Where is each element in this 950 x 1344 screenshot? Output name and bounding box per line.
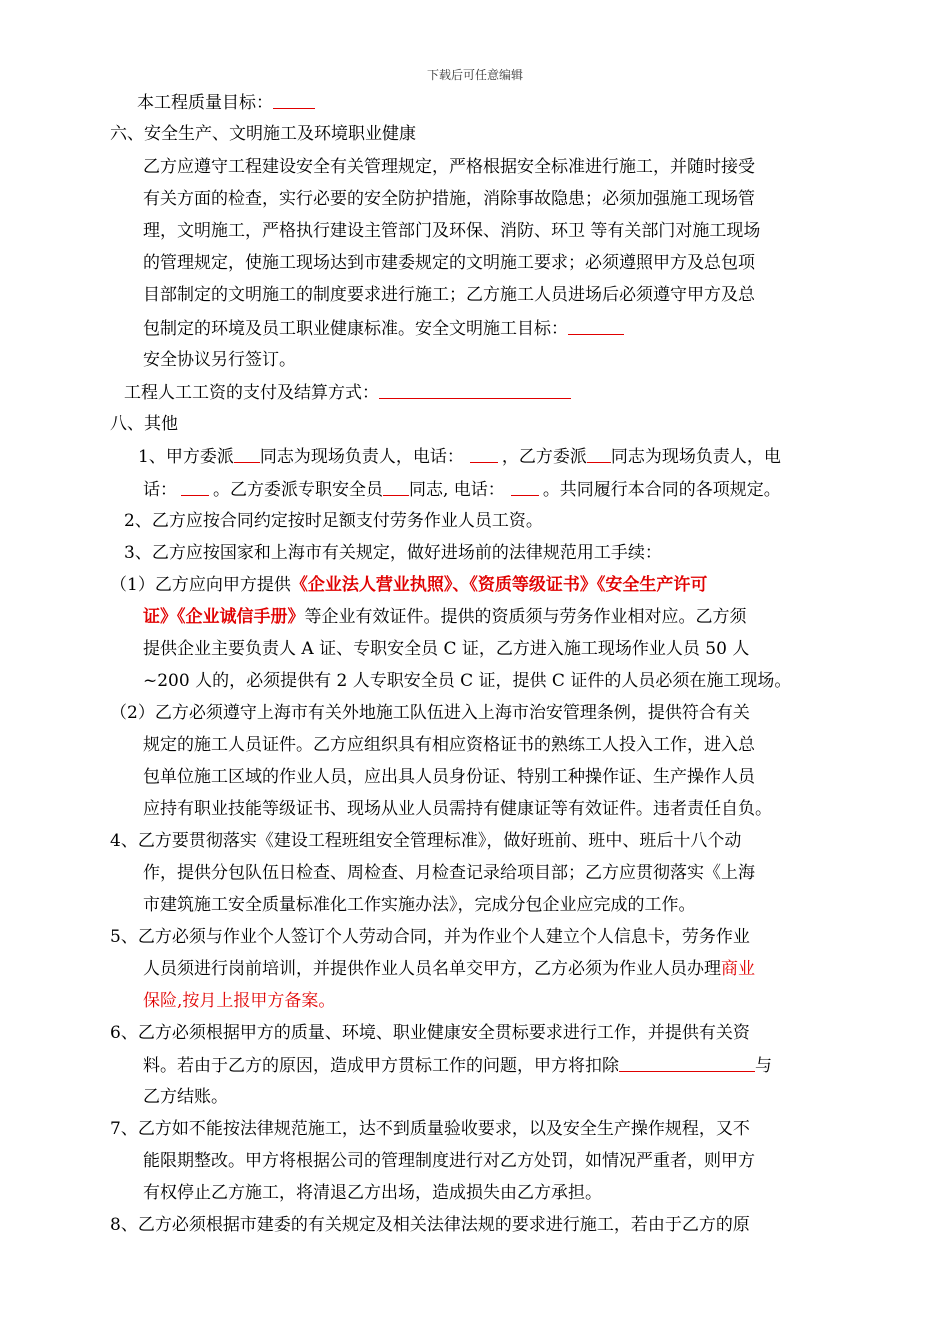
- item-3-2-line-1: （2）乙方必须遵守上海市有关外地施工队伍进入上海市治安管理条例，提供符合有关: [110, 703, 750, 723]
- wage-payment-label: 工程人工工资的支付及结算方式：: [124, 383, 379, 403]
- section-6-heading: 六、安全生产、文明施工及环境职业健康: [110, 124, 416, 144]
- section-8-heading: 八、其他: [110, 414, 178, 434]
- quality-target-blank: [273, 92, 315, 109]
- item-3-2-line-3: 包单位施工区域的作业人员，应出具人员身份证、特别工种操作证、生产操作人员: [143, 767, 755, 787]
- item-1-text-d: 同志为现场负责人，电: [610, 447, 781, 467]
- item-3-2-line-4: 应持有职业技能等级证书、现场从业人员需持有健康证等有效证件。违者责任自负。: [143, 799, 772, 819]
- item-6-line-2: [143, 1055, 772, 1076]
- item-2-line: 2、乙方应按合同约定按时足额支付劳务作业人员工资。: [124, 511, 543, 531]
- item-3-1-text-a: （1）乙方应向甲方提供: [110, 575, 291, 595]
- quality-target-line: [137, 92, 315, 113]
- item-3-1-line-1: [110, 575, 707, 595]
- section-6-line-2: 有关方面的检查，实行必要的安全防护措施，消除事故隐患；必须加强施工现场管: [143, 189, 755, 209]
- required-certificates-red: 《企业法人营业执照》、《资质等级证书》《安全生产许可: [290, 575, 708, 595]
- item-7-line-3: 有权停止乙方施工，将清退乙方出场，造成损失由乙方承担。: [143, 1183, 602, 1203]
- wage-payment-line: [124, 382, 571, 403]
- item-1-line-1: [138, 446, 781, 467]
- safety-target-label: 包制定的环境及员工职业健康标准。安全文明施工目标：: [143, 319, 568, 339]
- section-6-line-4: 的管理规定，使施工现场达到市建委规定的文明施工要求；必须遵照甲方及总包项: [143, 253, 755, 273]
- item-5-line-3: [143, 991, 335, 1011]
- item-1-text-f: 。乙方委派专职安全员: [213, 480, 383, 500]
- item-1-text-e: 话：: [143, 480, 177, 500]
- item-6-line-1: 6、乙方必须根据甲方的质量、环境、职业健康安全贯标要求进行工作，并提供有关资: [110, 1023, 750, 1043]
- party-b-rep-blank: [587, 446, 611, 463]
- required-certificates-red-cont: 证》《企业诚信手册》: [143, 607, 305, 627]
- item-4-line-3: 市建筑施工安全质量标准化工作实施办法》，完成分包企业应完成的工作。: [143, 895, 696, 915]
- item-1-text-c: ，乙方委派: [501, 447, 587, 467]
- party-b-phone-blank: [181, 479, 209, 496]
- item-3-line: 3、乙方应按国家和上海市有关规定，做好进场前的法律规范用工手续：: [124, 543, 662, 563]
- insurance-red: 商业: [721, 959, 755, 979]
- section-6-line-5: 目部制定的文明施工的制度要求进行施工；乙方施工人员进场后必须遵守甲方及总: [143, 285, 755, 305]
- section-6-line-6: [143, 318, 624, 339]
- item-1-text-h: 。共同履行本合同的各项规定。: [542, 480, 781, 500]
- wage-payment-blank: [379, 382, 571, 399]
- safety-target-blank: [568, 318, 624, 335]
- item-4-line-2: 作，提供分包队伍日检查、周检查、月检查记录给项目部；乙方应贯彻落实《上海: [143, 863, 755, 883]
- safety-agreement-line: 安全协议另行签订。: [143, 350, 296, 370]
- party-a-rep-blank: [234, 446, 260, 463]
- item-1-text-a: 1、甲方委派: [138, 447, 234, 467]
- safety-officer-blank: [383, 479, 409, 496]
- section-6-line-3: 理，文明施工，严格执行建设主管部门及环保、消防、环卫 等有关部门对施工现场: [143, 221, 761, 241]
- section-6-line-1: 乙方应遵守工程建设安全有关管理规定，严格根据安全标准进行施工，并随时接受: [143, 157, 755, 177]
- item-7-line-2: 能限期整改。甲方将根据公司的管理制度进行对乙方处罚，如情况严重者，则甲方: [143, 1151, 755, 1171]
- deduction-blank: [619, 1055, 755, 1072]
- item-4-line-1: 4、乙方要贯彻落实《建设工程班组安全管理标准》，做好班前、班中、班后十八个动: [110, 831, 742, 851]
- item-3-2-line-2: 规定的施工人员证件。乙方应组织具有相应资格证书的熟练工人投入工作，进入总: [143, 735, 755, 755]
- item-3-1-text-b: 等企业有效证件。提供的资质须与劳务作业相对应。乙方须: [304, 607, 747, 627]
- item-6-line-3: 乙方结账。: [143, 1087, 228, 1107]
- safety-officer-phone-blank: [511, 479, 539, 496]
- item-3-1-line-2: [143, 607, 747, 627]
- item-5-line-1: 5、乙方必须与作业个人签订个人劳动合同，并为作业个人建立个人信息卡，劳务作业: [110, 927, 750, 947]
- item-1-text-g: 同志, 电话：: [409, 480, 505, 500]
- item-7-line-1: 7、乙方如不能按法律规范施工，达不到质量验收要求，以及安全生产操作规程，又不: [110, 1119, 750, 1139]
- item-5-line-2: [143, 959, 755, 979]
- item-3-1-line-3: 提供企业主要负责人 A 证、专职安全员 C 证，乙方进入施工现场作业人员 50 人: [143, 639, 750, 659]
- item-3-1-line-4: ~200 人的，必须提供有 2 人专职安全员 C 证，提供 C 证件的人员必须在施工现场。: [143, 671, 792, 691]
- item-6-text-a: 料。若由于乙方的原因，造成甲方贯标工作的问题，甲方将扣除: [143, 1056, 619, 1076]
- item-1-line-2: [143, 479, 781, 500]
- quality-target-label: 本工程质量目标：: [137, 93, 273, 113]
- item-6-text-b: 与: [755, 1056, 772, 1076]
- item-5-text-a: 人员须进行岗前培训，并提供作业人员名单交甲方，乙方必须为作业人员办理: [143, 959, 721, 979]
- item-1-text-b: 同志为现场负责人，电话：: [259, 447, 464, 467]
- insurance-red-cont: 保险,按月上报甲方备案。: [143, 991, 336, 1011]
- party-a-phone-blank: [470, 446, 498, 463]
- page-header: 下载后可任意编辑: [426, 68, 523, 82]
- item-8-line-1: 8、乙方必须根据市建委的有关规定及相关法律法规的要求进行施工，若由于乙方的原: [110, 1215, 750, 1235]
